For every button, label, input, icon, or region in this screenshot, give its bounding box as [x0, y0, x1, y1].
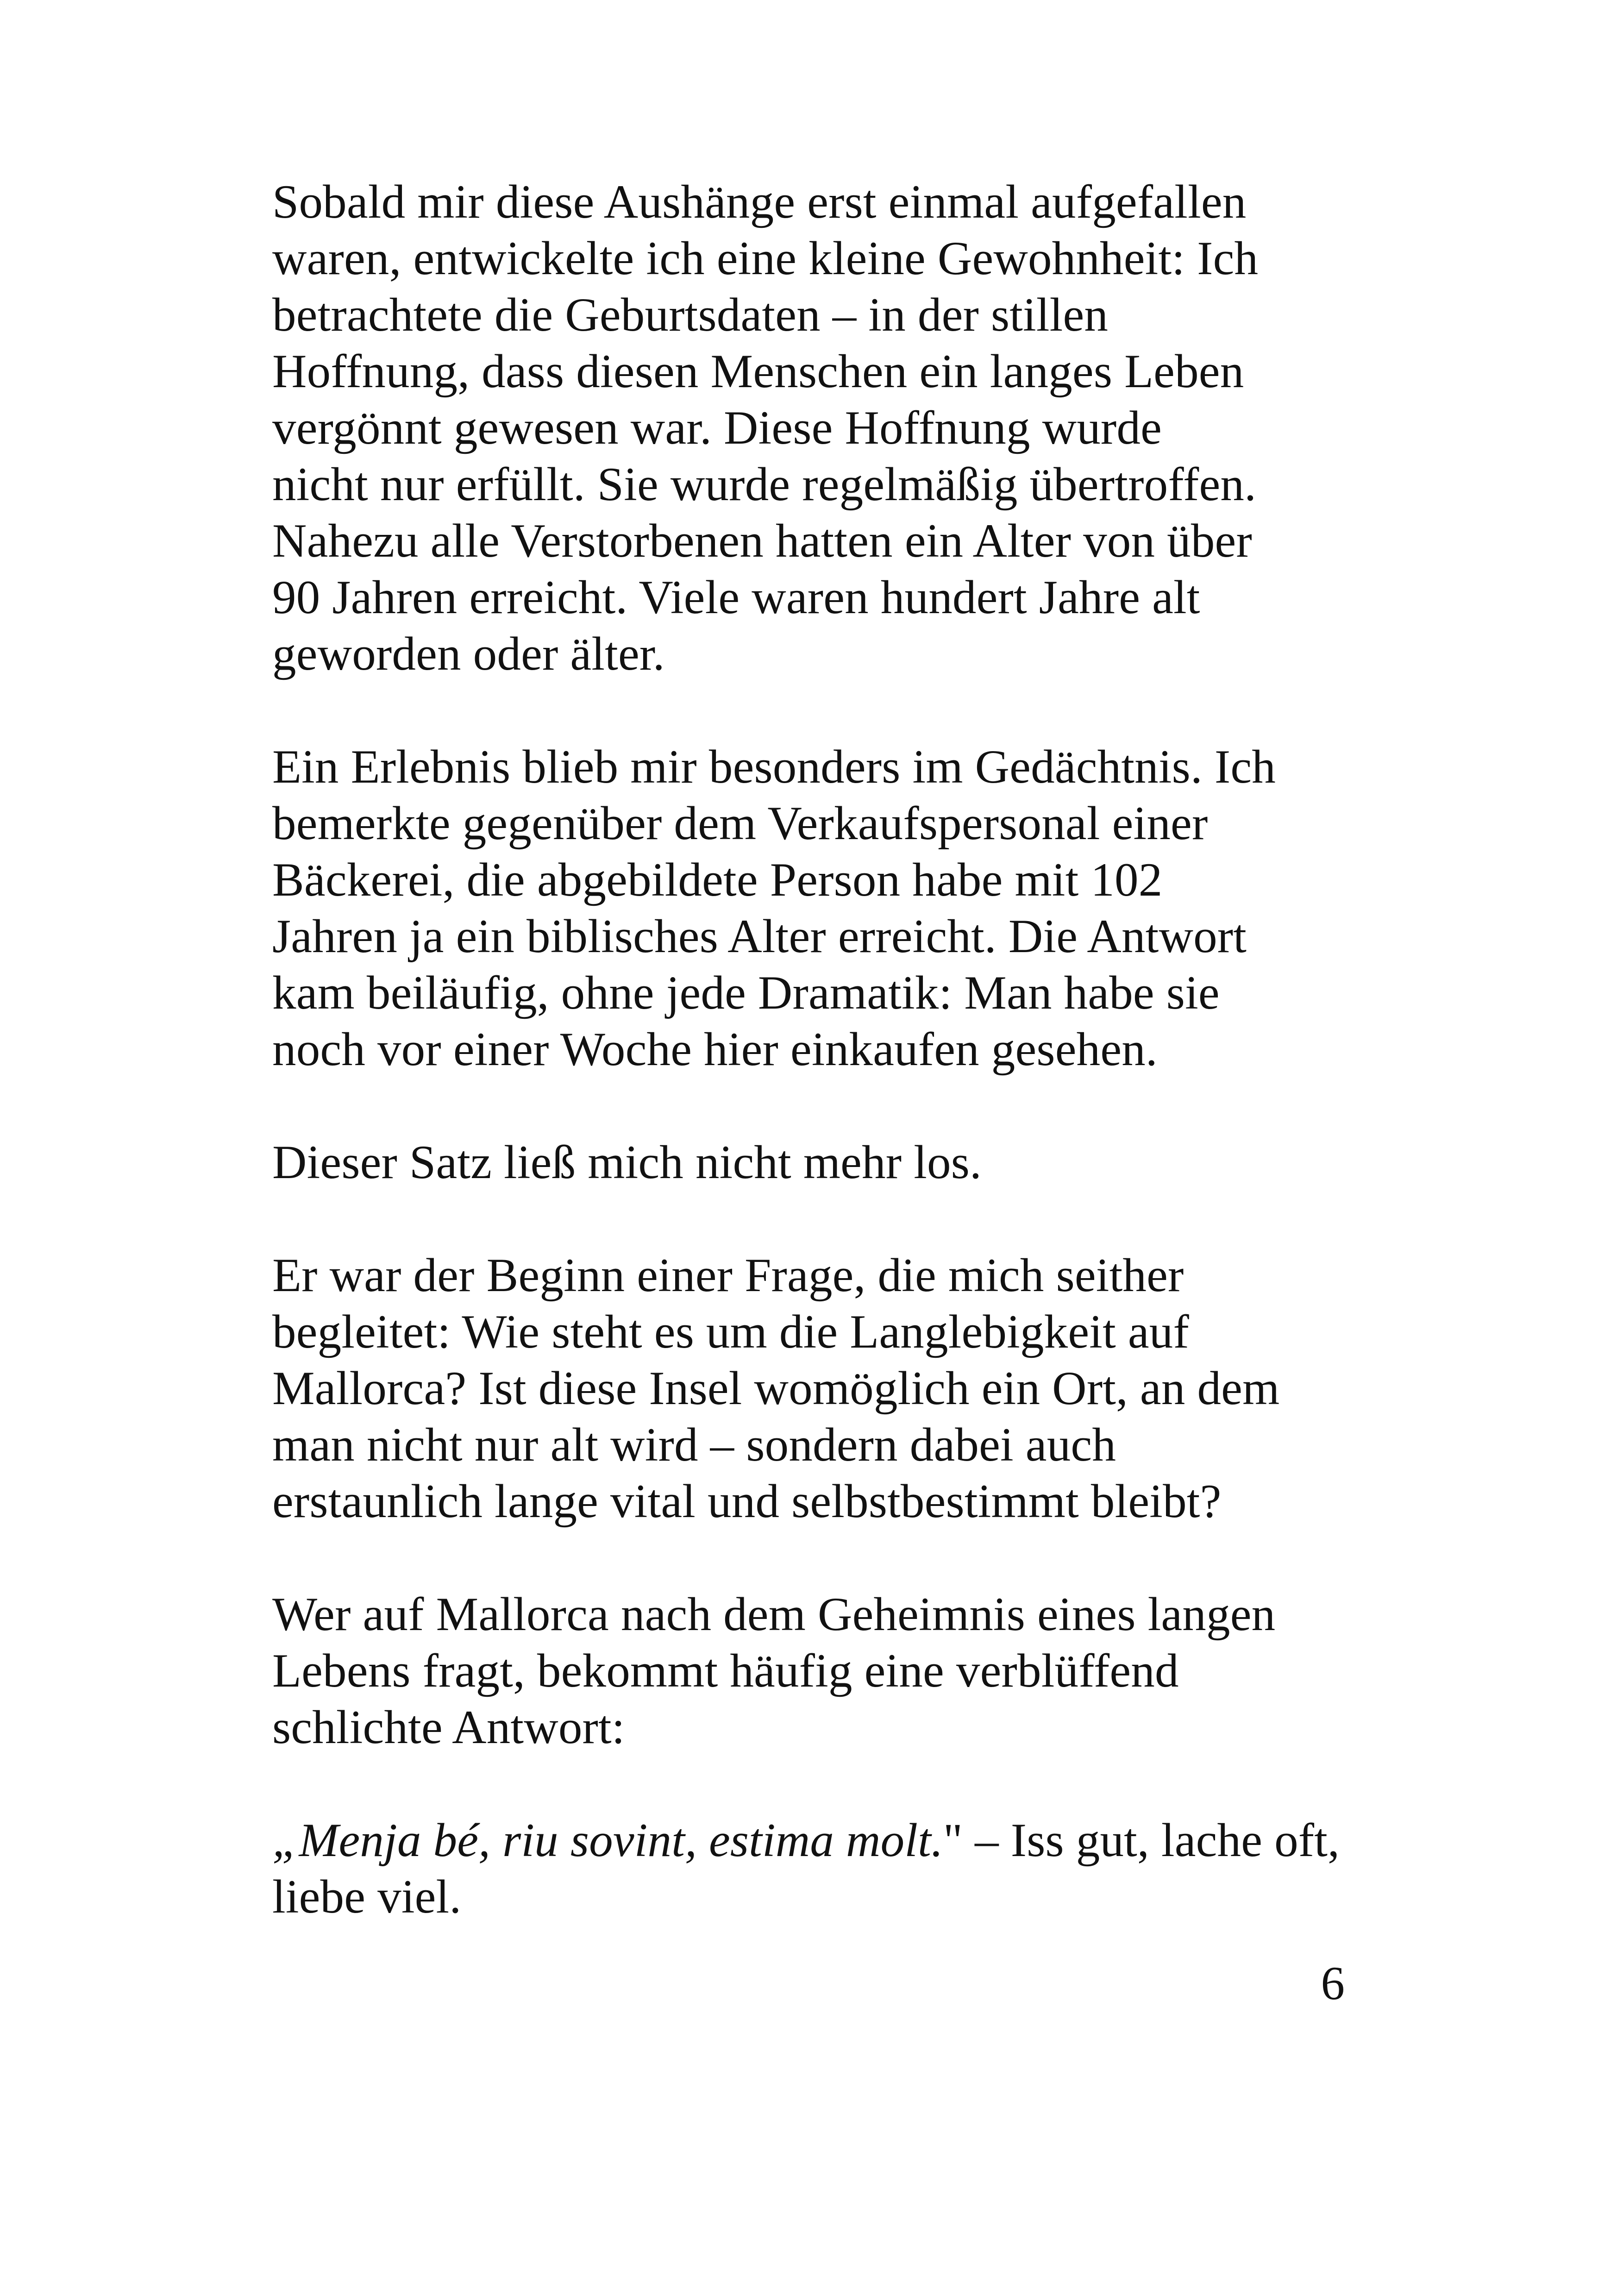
- text-line: Wer auf Mallorca nach dem Geheimnis eines langen: [272, 1588, 1276, 1641]
- text-line: Dieser Satz ließ mich nicht mehr los.: [272, 1136, 982, 1189]
- text-line: betrachtete die Geburtsdaten – in der stillen: [272, 289, 1109, 341]
- paragraph-spacer: [272, 1191, 1360, 1247]
- quote-line: [272, 1812, 1360, 1869]
- text-line: nicht nur erfüllt. Sie wurde regelmäßig übertroffen.: [272, 458, 1257, 511]
- text-line: Er war der Beginn einer Frage, die mich seither: [272, 1249, 1184, 1302]
- text-line: liebe viel.: [272, 1870, 462, 1923]
- paragraph-4: [272, 1247, 1360, 1530]
- text-line: Hoffnung, dass diesen Menschen ein langes Leben: [272, 345, 1244, 398]
- text-line: begleitet: Wie steht es um die Langlebigkeit auf: [272, 1305, 1189, 1358]
- paragraph-5: [272, 1586, 1360, 1756]
- text-line: Mallorca? Ist diese Insel womöglich ein Ort, an dem: [272, 1362, 1280, 1415]
- catalan-quote: „Menja bé, riu sovint, estima molt.: [272, 1814, 943, 1867]
- quote-paragraph: [272, 1812, 1360, 1925]
- paragraph-spacer: [272, 1078, 1360, 1134]
- text-line: Jahren ja ein biblisches Alter erreicht. Die Antwort: [272, 910, 1247, 963]
- text-line: man nicht nur alt wird – sondern dabei auch: [272, 1418, 1116, 1471]
- page-number: 6: [1321, 1957, 1345, 2010]
- text-line: erstaunlich lange vital und selbstbestimmt bleibt?: [272, 1475, 1222, 1528]
- text-line: Nahezu alle Verstorbenen hatten ein Alter von über: [272, 514, 1252, 567]
- paragraph-2: [272, 739, 1360, 1078]
- text-line: bemerkte gegenüber dem Verkaufspersonal einer: [272, 797, 1208, 850]
- text-line: 90 Jahren erreicht. Viele waren hundert Jahre alt: [272, 571, 1200, 624]
- text-line: noch vor einer Woche hier einkaufen gesehen.: [272, 1023, 1158, 1076]
- text-line: Bäckerei, die abgebildete Person habe mit 102: [272, 853, 1163, 906]
- paragraph-spacer: [272, 1756, 1360, 1812]
- paragraph-spacer: [272, 1530, 1360, 1586]
- text-line: kam beiläufig, ohne jede Dramatik: Man habe sie: [272, 966, 1220, 1019]
- text-line: Lebens fragt, bekommt häufig eine verblüffend: [272, 1644, 1179, 1697]
- text-line: Sobald mir diese Aushänge erst einmal aufgefallen: [272, 176, 1247, 228]
- text-line: schlichte Antwort:: [272, 1701, 625, 1754]
- text-line: waren, entwickelte ich eine kleine Gewohnheit: Ich: [272, 232, 1259, 285]
- text-column: [272, 174, 1360, 1925]
- paragraph-1: [272, 174, 1360, 682]
- text-line: Ein Erlebnis blieb mir besonders im Gedächtnis. Ich: [272, 740, 1276, 793]
- quote-translation: " – Iss gut, lache oft,: [943, 1814, 1340, 1867]
- paragraph-3: [272, 1134, 1360, 1191]
- text-line: vergönnt gewesen war. Diese Hoffnung wurde: [272, 401, 1162, 454]
- paragraph-spacer: [272, 682, 1360, 739]
- text-line: geworden oder älter.: [272, 627, 665, 680]
